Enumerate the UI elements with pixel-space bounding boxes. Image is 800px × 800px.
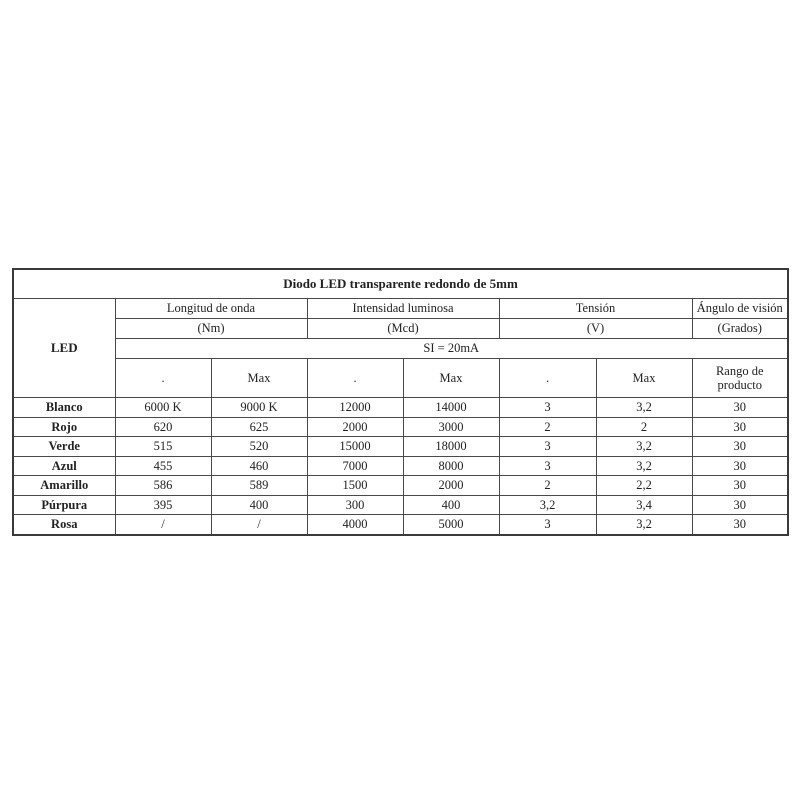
table-cell: 586 (115, 476, 211, 496)
subheader-voltage-max: Max (596, 359, 692, 398)
table-title: Diodo LED transparente redondo de 5mm (13, 269, 788, 299)
subheader-angle-range: Rango de producto (692, 359, 788, 398)
table-cell: 589 (211, 476, 307, 496)
table-cell: 30 (692, 456, 788, 476)
table-cell: 6000 K (115, 398, 211, 418)
table-cell: 7000 (307, 456, 403, 476)
table-cell: 2 (499, 476, 596, 496)
table-cell: 400 (211, 495, 307, 515)
table-cell: 3 (499, 437, 596, 457)
table-cell: 3000 (403, 417, 499, 437)
table-cell: 4000 (307, 515, 403, 535)
unit-wavelength: (Nm) (115, 319, 307, 339)
table-cell: 2 (499, 417, 596, 437)
table-cell: 9000 K (211, 398, 307, 418)
row-label: Amarillo (13, 476, 115, 496)
table-cell: 625 (211, 417, 307, 437)
table-cell: 460 (211, 456, 307, 476)
table-cell: / (115, 515, 211, 535)
table-cell: 18000 (403, 437, 499, 457)
unit-voltage: (V) (499, 319, 692, 339)
table-row (13, 437, 788, 457)
table-cell: 2000 (403, 476, 499, 496)
led-spec-table-container (12, 268, 787, 536)
table-row (13, 417, 788, 437)
table-cell: 5000 (403, 515, 499, 535)
table-cell: 300 (307, 495, 403, 515)
table-cell: 30 (692, 437, 788, 457)
table-cell: 3,2 (596, 437, 692, 457)
table-cell: / (211, 515, 307, 535)
table-cell: 3,4 (596, 495, 692, 515)
table-cell: 620 (115, 417, 211, 437)
subheader-wavelength-max: Max (211, 359, 307, 398)
row-label: Azul (13, 456, 115, 476)
subheader-voltage-min: . (499, 359, 596, 398)
table-cell: 395 (115, 495, 211, 515)
table-cell: 2 (596, 417, 692, 437)
table-cell: 14000 (403, 398, 499, 418)
table-cell: 2000 (307, 417, 403, 437)
row-label: Blanco (13, 398, 115, 418)
unit-luminous-intensity: (Mcd) (307, 319, 499, 339)
group-header-luminous-intensity: Intensidad luminosa (307, 299, 499, 319)
table-cell: 30 (692, 417, 788, 437)
group-header-viewing-angle: Ángulo de visión (692, 299, 788, 319)
row-label: Verde (13, 437, 115, 457)
table-cell: 3 (499, 398, 596, 418)
group-header-wavelength: Longitud de onda (115, 299, 307, 319)
subheader-wavelength-min: . (115, 359, 211, 398)
table-cell: 30 (692, 495, 788, 515)
table-cell: 455 (115, 456, 211, 476)
table-cell: 3 (499, 515, 596, 535)
table-cell: 3,2 (596, 515, 692, 535)
table-cell: 3,2 (499, 495, 596, 515)
table-cell: 515 (115, 437, 211, 457)
table-cell: 3,2 (596, 398, 692, 418)
subheader-intensity-min: . (307, 359, 403, 398)
table-row (13, 495, 788, 515)
table-cell: 3 (499, 456, 596, 476)
unit-viewing-angle: (Grados) (692, 319, 788, 339)
table-row (13, 476, 788, 496)
test-condition: SI = 20mA (115, 339, 788, 359)
row-label: Rojo (13, 417, 115, 437)
table-row (13, 398, 788, 418)
table-row (13, 456, 788, 476)
table-cell: 520 (211, 437, 307, 457)
table-cell: 15000 (307, 437, 403, 457)
group-header-voltage: Tensión (499, 299, 692, 319)
subheader-intensity-max: Max (403, 359, 499, 398)
table-cell: 12000 (307, 398, 403, 418)
table-cell: 30 (692, 398, 788, 418)
table-cell: 8000 (403, 456, 499, 476)
table-cell: 2,2 (596, 476, 692, 496)
led-spec-table (12, 268, 789, 536)
table-cell: 30 (692, 515, 788, 535)
table-row (13, 515, 788, 535)
table-cell: 1500 (307, 476, 403, 496)
table-cell: 400 (403, 495, 499, 515)
led-column-header: LED (13, 299, 115, 398)
table-cell: 3,2 (596, 456, 692, 476)
row-label: Púrpura (13, 495, 115, 515)
row-label: Rosa (13, 515, 115, 535)
table-cell: 30 (692, 476, 788, 496)
